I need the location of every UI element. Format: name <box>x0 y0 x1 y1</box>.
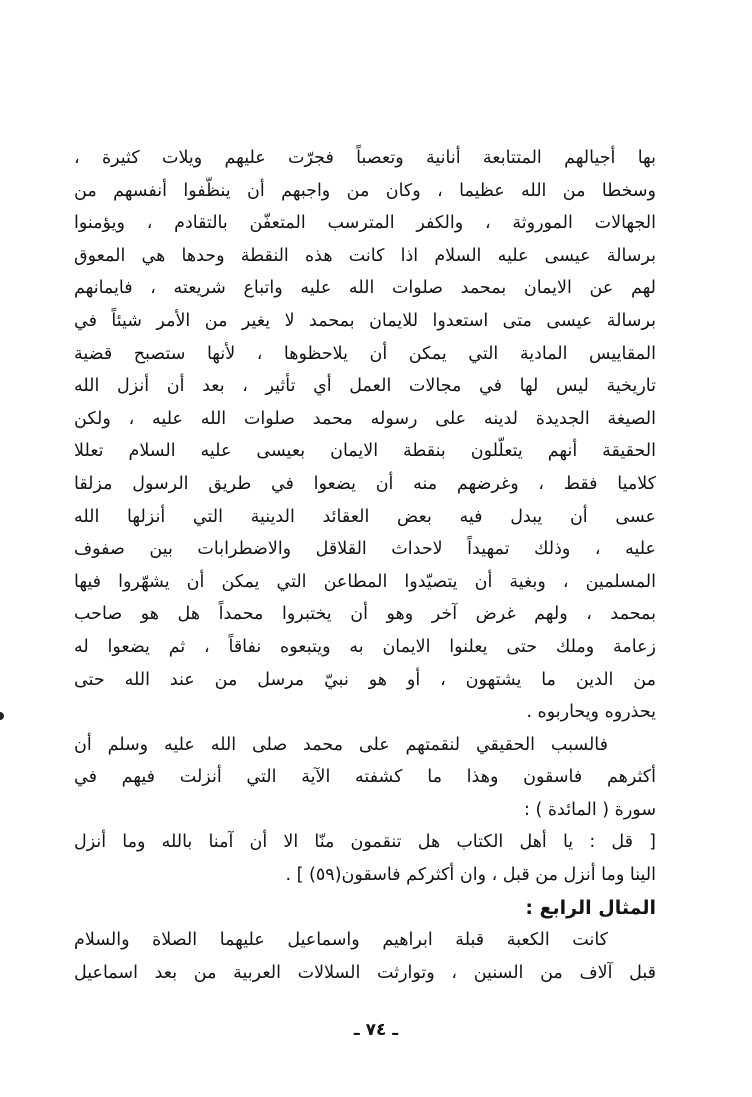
body-line: برسالة عيسى عليه السلام اذا كانت هذه النقطة وحدها هي المعوق <box>74 245 656 266</box>
body-line: الجهالات الموروثة ، والكفر المترسب المتعفّن بالتقادم ، ويؤمنوا <box>74 213 656 234</box>
body-line: برسالة عيسى متى استعدوا للايمان بمحمد لا يغير من الأمر شيئاً في <box>74 310 656 331</box>
page-number: ـ ٧٤ ـ <box>353 1020 399 1040</box>
body-line: المقاييس المادية التي يمكن أن يلاحظوها ، لأنها ستصبح قضية <box>74 343 656 364</box>
paragraph-line: فالسبب الحقيقي لنقمتهم على محمد صلى الله عليه وسلم أن <box>74 734 608 755</box>
body-line: كلاميا فقط ، وغرضهم منه أن يضعوا في طريق الرسول مزلقا <box>74 473 656 494</box>
body-line: وسخطا من الله عظيما ، وكان من واجبهم أن ينظّفوا أنفسهم من <box>74 180 656 201</box>
body-line: لهم عن الايمان بمحمد صلوات الله عليه واتباع شريعته ، فايمانهم <box>74 278 656 299</box>
body-line: عسى أن يبدل فيه بعض العقائد الدينية التي أنزلها الله <box>74 506 656 527</box>
body-line: الحقيقة أنهم يتعلّلون بنقطة الايمان بعيسى عليه السلام تعللا <box>74 441 656 462</box>
body-line: يحذروه ويحاربوه . <box>526 702 656 723</box>
body-line: بها أجيالهم المتتابعة أنانية وتعصباً فجرّت عليهم ويلات كثيرة ، <box>74 148 656 168</box>
body-line: بمحمد ، ولهم غرض آخر وهو أن يختبروا محمداً هل هو صاحب <box>74 604 656 625</box>
paragraph-line: قبل آلاف من السنين ، وتوارثت السلالات العربية من بعد اسماعيل <box>74 962 656 983</box>
quran-verse-line: [ قل : يا أهل الكتاب هل تنقمون منّا الا أن آمنا بالله وما أنزل <box>74 832 656 853</box>
quran-verse-line: الينا وما أنزل من قبل ، وان أكثركم فاسقون(٥٩) ] . <box>285 865 656 886</box>
body-line: المسلمين ، وبغية أن يتصيّدوا المطاعن التي يمكن أن يشهّروا فيها <box>74 571 656 592</box>
body-line: زعامة وملك حتى يعلنوا الايمان به ويتبعوه نفاقاً ، ثم يضعوا له <box>74 636 656 657</box>
section-heading: المثال الرابع : <box>525 896 656 919</box>
paragraph-line: أكثرهم فاسقون وهذا ما كشفته الآية التي أنزلت فيهم في <box>74 767 656 788</box>
body-line: عليه ، وذلك تمهيداً لاحداث القلاقل والاضطرابات بين صفوف <box>74 539 656 560</box>
paragraph-line: سورة ( المائدة ) : <box>524 799 656 820</box>
body-line: من الدين ما يشتهون ، أو هو نبيّ مرسل من عند الله حتى <box>74 669 656 690</box>
scan-edge-mark <box>0 712 4 720</box>
body-line: تاريخية ليس لها في مجالات العمل أي تأثير ، بعد أن أنزل الله <box>74 376 656 397</box>
page-body <box>74 142 656 989</box>
paragraph-line: كانت الكعبة قبلة ابراهيم واسماعيل عليهما الصلاة والسلام <box>74 930 608 951</box>
body-line: الصيغة الجديدة لدينه على رسوله محمد صلوات الله عليه ، ولكن <box>74 408 656 429</box>
